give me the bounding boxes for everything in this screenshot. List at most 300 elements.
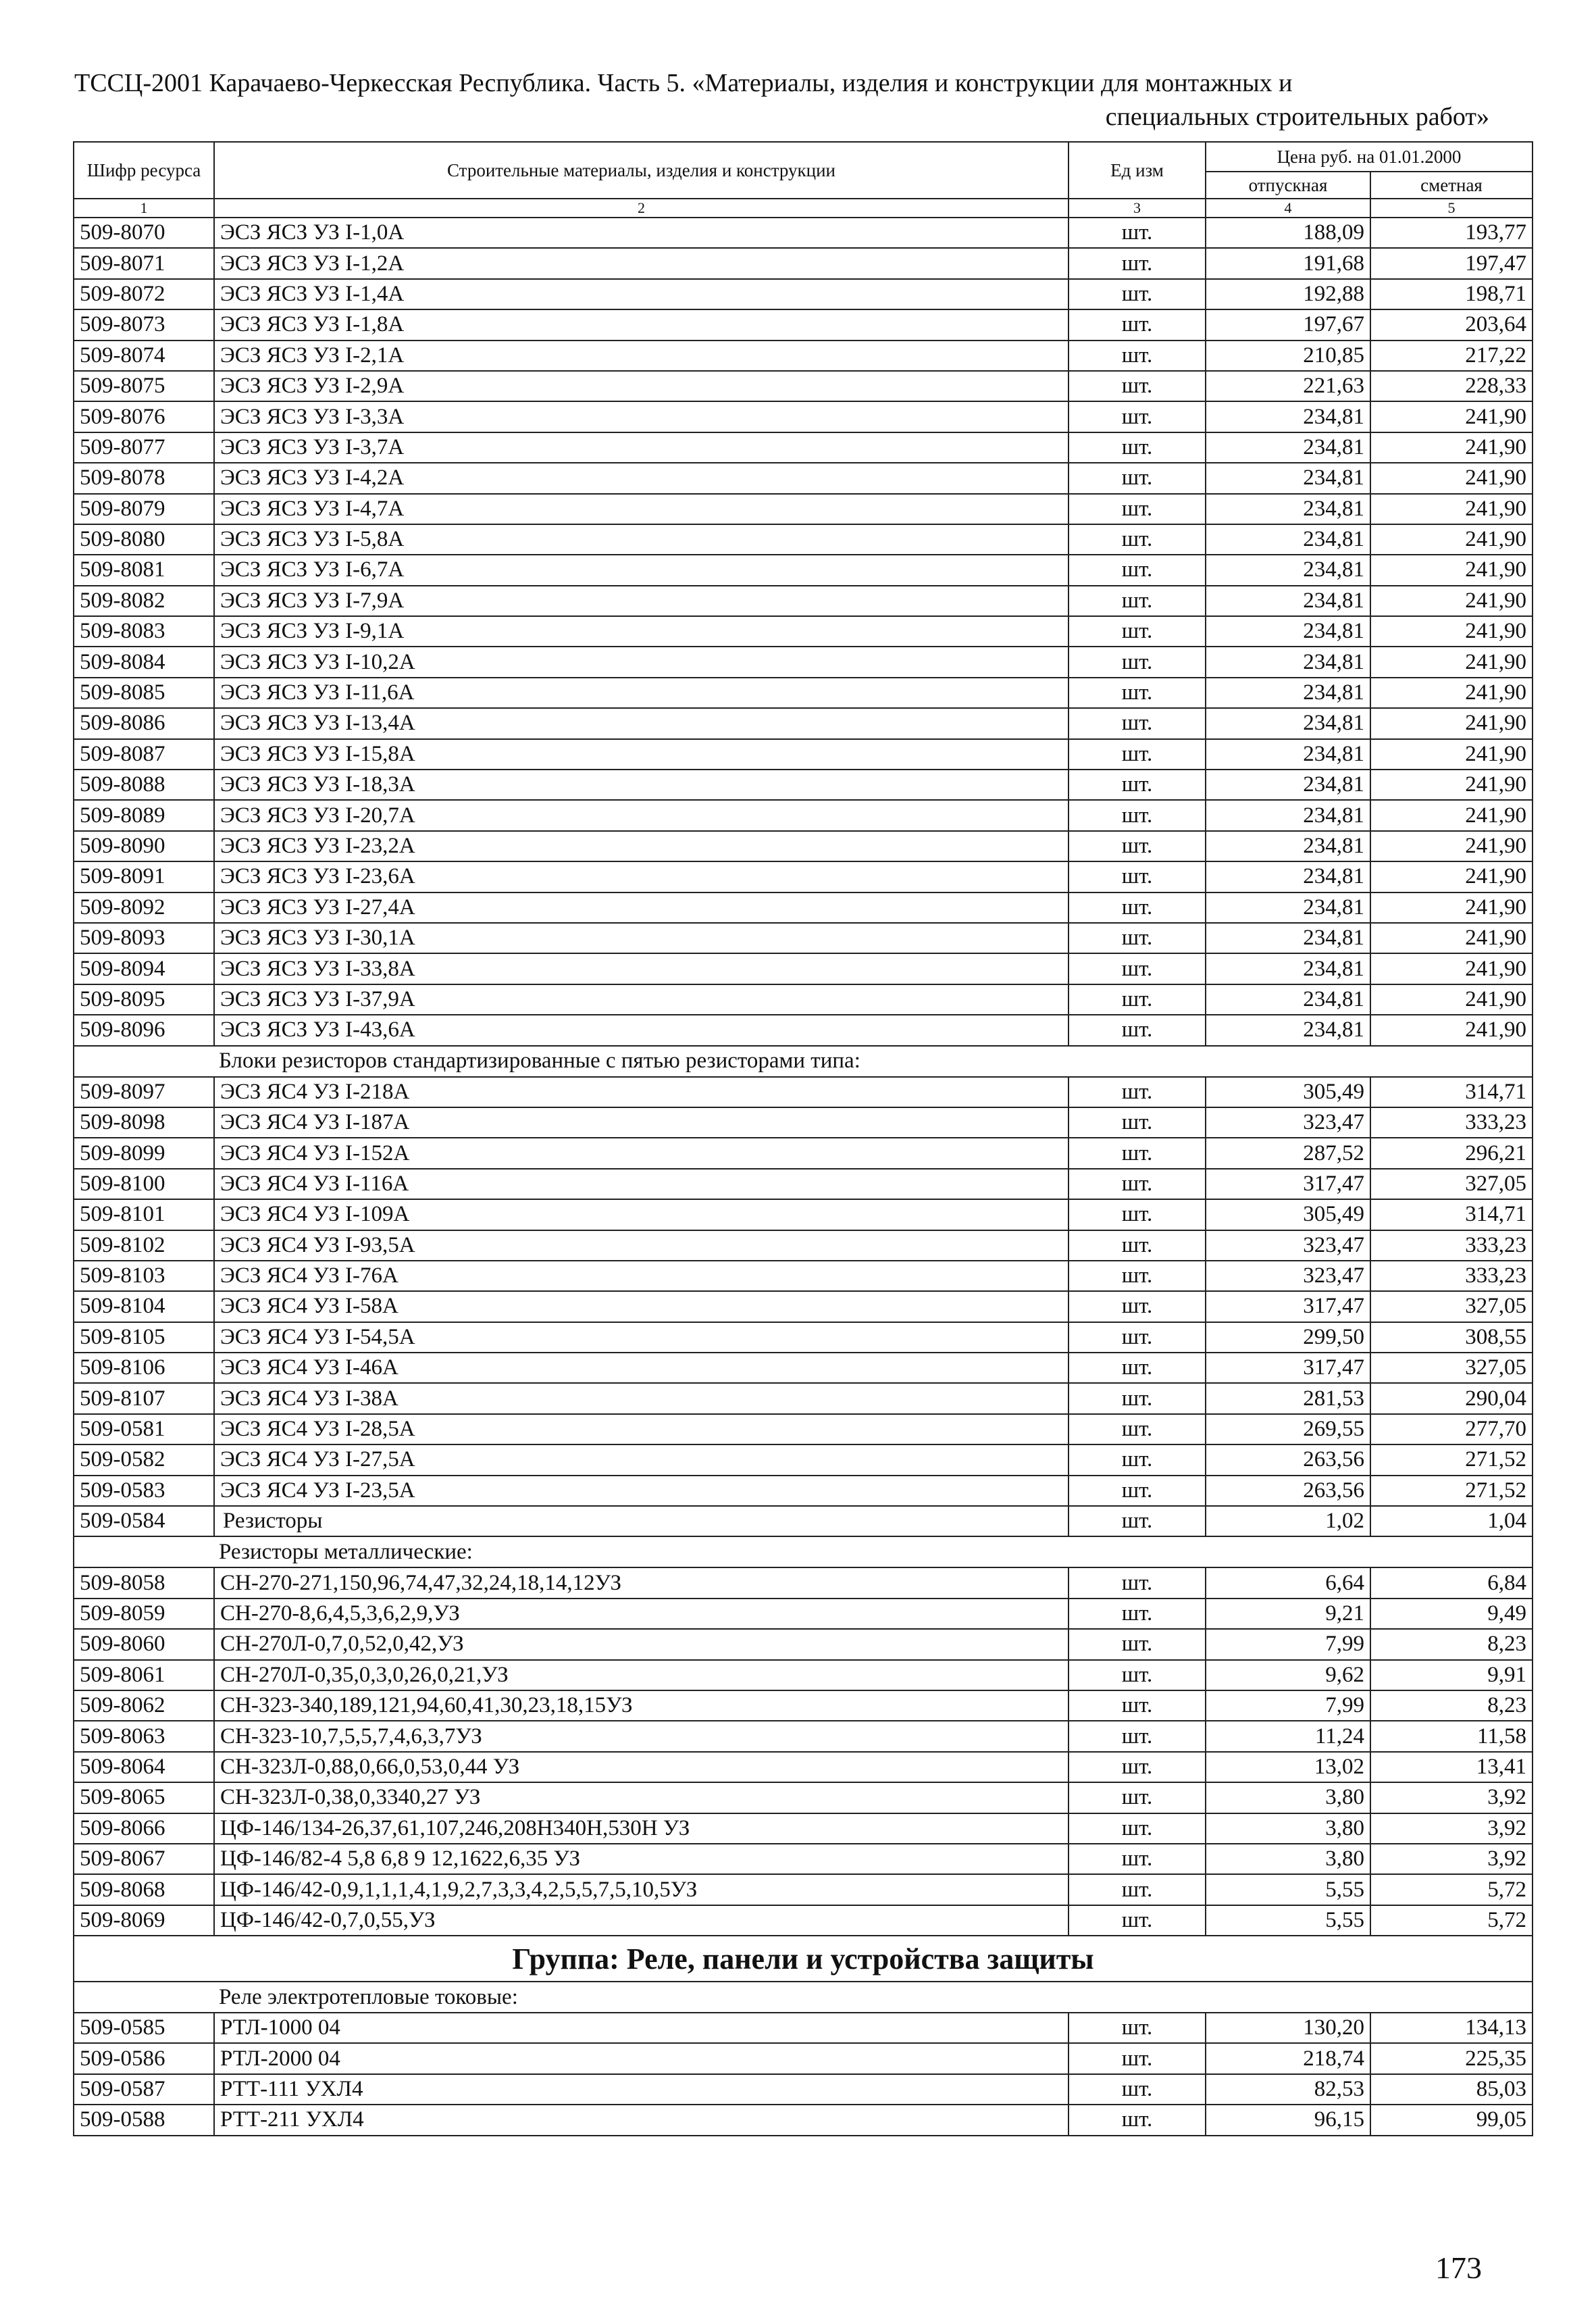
estimate-price: 203,64 [1370, 309, 1533, 340]
estimate-price: 241,90 [1370, 831, 1533, 861]
resource-code: 509-0587 [74, 2074, 214, 2105]
unit-of-measure: шт. [1069, 248, 1206, 278]
release-price: 305,49 [1206, 1077, 1370, 1107]
resource-code: 509-8104 [74, 1291, 214, 1322]
material-name: ЭСЗ ЯСЗ УЗ I-18,3А [214, 770, 1069, 800]
table-row [74, 953, 1533, 984]
resource-code: 509-8082 [74, 586, 214, 616]
unit-of-measure: шт. [1069, 1813, 1206, 1844]
table-row [74, 2105, 1533, 2135]
material-name: СН-270Л-0,35,0,3,0,26,0,21,УЗ [214, 1660, 1069, 1690]
estimate-price: 314,71 [1370, 1077, 1533, 1107]
release-price: 13,02 [1206, 1752, 1370, 1782]
header-code: Шифр ресурса [74, 142, 214, 199]
material-name: ЭСЗ ЯСЗ УЗ I-6,7А [214, 555, 1069, 585]
resource-code: 509-8100 [74, 1169, 214, 1199]
table-row [74, 371, 1533, 401]
material-name: ЭСЗ ЯСЗ УЗ I-7,9А [214, 586, 1069, 616]
table-row [74, 1199, 1533, 1230]
estimate-price: 277,70 [1370, 1414, 1533, 1444]
column-number: 3 [1069, 199, 1206, 218]
unit-of-measure: шт. [1069, 800, 1206, 830]
unit-of-measure: шт. [1069, 2105, 1206, 2135]
resource-code: 509-0588 [74, 2105, 214, 2135]
release-price: 3,80 [1206, 1782, 1370, 1813]
table-row [74, 770, 1533, 800]
table-row [74, 2013, 1533, 2043]
estimate-price: 3,92 [1370, 1782, 1533, 1813]
material-name: ЭСЗ ЯСЗ УЗ I-33,8А [214, 953, 1069, 984]
estimate-price: 241,90 [1370, 463, 1533, 493]
release-price: 192,88 [1206, 279, 1370, 309]
group-heading-row [74, 1936, 1533, 1982]
resource-code: 509-8085 [74, 678, 214, 708]
estimate-price: 3,92 [1370, 1844, 1533, 1874]
release-price: 82,53 [1206, 2074, 1370, 2105]
resource-code: 509-0583 [74, 1476, 214, 1506]
estimate-price: 241,90 [1370, 586, 1533, 616]
unit-of-measure: шт. [1069, 1782, 1206, 1813]
estimate-price: 99,05 [1370, 2105, 1533, 2135]
unit-of-measure: шт. [1069, 770, 1206, 800]
table-row [74, 1690, 1533, 1721]
material-name: ЦФ-146/134-26,37,61,107,246,208Н340Н,530Н УЗ [214, 1813, 1069, 1844]
unit-of-measure: шт. [1069, 647, 1206, 677]
resource-code: 509-8097 [74, 1077, 214, 1107]
material-name: СН-323-340,189,121,94,60,41,30,23,18,15УЗ [214, 1690, 1069, 1721]
estimate-price: 5,72 [1370, 1874, 1533, 1905]
unit-of-measure: шт. [1069, 2043, 1206, 2073]
release-price: 234,81 [1206, 708, 1370, 738]
table-row [74, 739, 1533, 770]
resource-code: 509-8098 [74, 1107, 214, 1138]
estimate-price: 13,41 [1370, 1752, 1533, 1782]
release-price: 234,81 [1206, 770, 1370, 800]
section-subtitle: Резисторы металлические: [74, 1536, 1533, 1567]
unit-of-measure: шт. [1069, 1261, 1206, 1291]
estimate-price: 9,91 [1370, 1660, 1533, 1690]
material-name: ЭСЗ ЯС4 УЗ I-152А [214, 1138, 1069, 1168]
material-name: ЭСЗ ЯСЗ УЗ I-37,9А [214, 984, 1069, 1015]
unit-of-measure: шт. [1069, 1690, 1206, 1721]
table-row [74, 341, 1533, 371]
table-row [74, 1353, 1533, 1383]
estimate-price: 241,90 [1370, 708, 1533, 738]
header-unit: Ед изм [1069, 142, 1206, 199]
table-row [74, 1383, 1533, 1413]
table-row [74, 2074, 1533, 2105]
material-name: ЭСЗ ЯСЗ УЗ I-23,2А [214, 831, 1069, 861]
estimate-price: 217,22 [1370, 341, 1533, 371]
estimate-price: 241,90 [1370, 923, 1533, 953]
unit-of-measure: шт. [1069, 1199, 1206, 1230]
resource-code: 509-8068 [74, 1874, 214, 1905]
section-subtitle-row [74, 1046, 1533, 1077]
unit-of-measure: шт. [1069, 1752, 1206, 1782]
resource-code: 509-8095 [74, 984, 214, 1015]
section-subtitle: Реле электротепловые токовые: [74, 1982, 1533, 2013]
release-price: 96,15 [1206, 2105, 1370, 2135]
material-name: СН-270-271,150,96,74,47,32,24,18,14,12УЗ [214, 1567, 1069, 1598]
material-name: ЭСЗ ЯС4 УЗ I-27,5А [214, 1444, 1069, 1475]
unit-of-measure: шт. [1069, 1383, 1206, 1413]
resource-code: 509-8107 [74, 1383, 214, 1413]
estimate-price: 241,90 [1370, 616, 1533, 647]
unit-of-measure: шт. [1069, 1107, 1206, 1138]
estimate-price: 134,13 [1370, 2013, 1533, 2043]
table-row [74, 1567, 1533, 1598]
unit-of-measure: шт. [1069, 1414, 1206, 1444]
resource-code: 509-8080 [74, 524, 214, 555]
estimate-price: 228,33 [1370, 371, 1533, 401]
resource-code: 509-8103 [74, 1261, 214, 1291]
table-row [74, 432, 1533, 463]
release-price: 3,80 [1206, 1813, 1370, 1844]
table-row [74, 800, 1533, 830]
table-row [74, 1077, 1533, 1107]
material-name: ЭСЗ ЯСЗ УЗ I-4,7А [214, 494, 1069, 524]
header-estimate-price: сметная [1370, 172, 1533, 199]
resource-code: 509-8077 [74, 432, 214, 463]
resource-code: 509-8086 [74, 708, 214, 738]
material-name: ЭСЗ ЯСЗ УЗ I-9,1А [214, 616, 1069, 647]
resource-code: 509-8102 [74, 1230, 214, 1261]
table-row [74, 1721, 1533, 1751]
material-name: ЭСЗ ЯСЗ УЗ I-13,4А [214, 708, 1069, 738]
material-name: РТЛ-1000 04 [214, 2013, 1069, 2043]
table-row [74, 279, 1533, 309]
release-price: 1,02 [1206, 1506, 1370, 1536]
unit-of-measure: шт. [1069, 432, 1206, 463]
release-price: 287,52 [1206, 1138, 1370, 1168]
estimate-price: 85,03 [1370, 2074, 1533, 2105]
table-row [74, 616, 1533, 647]
unit-of-measure: шт. [1069, 678, 1206, 708]
release-price: 5,55 [1206, 1905, 1370, 1936]
release-price: 234,81 [1206, 953, 1370, 984]
unit-of-measure: шт. [1069, 1567, 1206, 1598]
resource-code: 509-8066 [74, 1813, 214, 1844]
estimate-price: 241,90 [1370, 892, 1533, 923]
table-row [74, 1261, 1533, 1291]
table-row [74, 1905, 1533, 1936]
resource-code: 509-8062 [74, 1690, 214, 1721]
material-name: ЦФ-146/82-4 5,8 6,8 9 12,1622,6,35 УЗ [214, 1844, 1069, 1874]
material-name: ЭСЗ ЯСЗ УЗ I-23,6А [214, 861, 1069, 892]
section-subtitle-row [74, 1536, 1533, 1567]
unit-of-measure: шт. [1069, 2074, 1206, 2105]
page-header [74, 66, 1489, 134]
table-row [74, 1322, 1533, 1353]
resource-code: 509-8059 [74, 1599, 214, 1629]
unit-of-measure: шт. [1069, 1599, 1206, 1629]
release-price: 234,81 [1206, 524, 1370, 555]
table-row [74, 923, 1533, 953]
material-name: ЭСЗ ЯСЗ УЗ I-4,2А [214, 463, 1069, 493]
release-price: 234,81 [1206, 555, 1370, 585]
material-name: ЭСЗ ЯСЗ УЗ I-2,1А [214, 341, 1069, 371]
resource-code: 509-8078 [74, 463, 214, 493]
release-price: 3,80 [1206, 1844, 1370, 1874]
material-name: ЭСЗ ЯС4 УЗ I-46А [214, 1353, 1069, 1383]
release-price: 234,81 [1206, 1015, 1370, 1045]
table-row [74, 1874, 1533, 1905]
release-price: 317,47 [1206, 1169, 1370, 1199]
table-row [74, 524, 1533, 555]
price-table [73, 141, 1533, 2136]
release-price: 305,49 [1206, 1199, 1370, 1230]
release-price: 188,09 [1206, 218, 1370, 248]
estimate-price: 1,04 [1370, 1506, 1533, 1536]
material-name: ЭСЗ ЯСЗ УЗ I-27,4А [214, 892, 1069, 923]
estimate-price: 225,35 [1370, 2043, 1533, 2073]
material-name: ЭСЗ ЯСЗ УЗ I-1,2А [214, 248, 1069, 278]
release-price: 234,81 [1206, 647, 1370, 677]
unit-of-measure: шт. [1069, 1874, 1206, 1905]
material-name: ЭСЗ ЯС4 УЗ I-76А [214, 1261, 1069, 1291]
estimate-price: 11,58 [1370, 1721, 1533, 1751]
material-name: ЭСЗ ЯС4 УЗ I-218А [214, 1077, 1069, 1107]
release-price: 210,85 [1206, 341, 1370, 371]
release-price: 234,81 [1206, 800, 1370, 830]
header-release-price: отпускная [1206, 172, 1370, 199]
material-name: ЭСЗ ЯСЗ УЗ I-20,7А [214, 800, 1069, 830]
resource-code: 509-8083 [74, 616, 214, 647]
table-row [74, 1291, 1533, 1322]
unit-of-measure: шт. [1069, 2013, 1206, 2043]
material-name: ЭСЗ ЯСЗ УЗ I-2,9А [214, 371, 1069, 401]
resource-code: 509-8081 [74, 555, 214, 585]
release-price: 191,68 [1206, 248, 1370, 278]
release-price: 7,99 [1206, 1629, 1370, 1659]
estimate-price: 8,23 [1370, 1629, 1533, 1659]
material-name: ЭСЗ ЯСЗ УЗ I-11,6А [214, 678, 1069, 708]
material-name: Резисторы [214, 1506, 1069, 1536]
resource-code: 509-0585 [74, 2013, 214, 2043]
resource-code: 509-8073 [74, 309, 214, 340]
table-row [74, 1444, 1533, 1475]
material-name: ЭСЗ ЯС4 УЗ I-23,5А [214, 1476, 1069, 1506]
release-price: 323,47 [1206, 1230, 1370, 1261]
estimate-price: 198,71 [1370, 279, 1533, 309]
resource-code: 509-0586 [74, 2043, 214, 2073]
material-name: ЭСЗ ЯСЗ УЗ I-1,4А [214, 279, 1069, 309]
material-name: РТЛ-2000 04 [214, 2043, 1069, 2073]
release-price: 5,55 [1206, 1874, 1370, 1905]
estimate-price: 296,21 [1370, 1138, 1533, 1168]
unit-of-measure: шт. [1069, 861, 1206, 892]
material-name: ЦФ-146/42-0,7,0,55,УЗ [214, 1905, 1069, 1936]
unit-of-measure: шт. [1069, 1015, 1206, 1045]
release-price: 317,47 [1206, 1353, 1370, 1383]
estimate-price: 197,47 [1370, 248, 1533, 278]
estimate-price: 241,90 [1370, 432, 1533, 463]
release-price: 9,21 [1206, 1599, 1370, 1629]
material-name: СН-270Л-0,7,0,52,0,42,УЗ [214, 1629, 1069, 1659]
material-name: ЭСЗ ЯС4 УЗ I-187А [214, 1107, 1069, 1138]
material-name: ЭСЗ ЯС4 УЗ I-109А [214, 1199, 1069, 1230]
estimate-price: 3,92 [1370, 1813, 1533, 1844]
table-row [74, 1752, 1533, 1782]
material-name: ЭСЗ ЯСЗ УЗ I-1,8А [214, 309, 1069, 340]
material-name: ЭСЗ ЯС4 УЗ I-116А [214, 1169, 1069, 1199]
section-subtitle: Блоки резисторов стандартизированные с пятью резисторами типа: [74, 1046, 1533, 1077]
resource-code: 509-8089 [74, 800, 214, 830]
material-name: ЭСЗ ЯС4 УЗ I-93,5А [214, 1230, 1069, 1261]
resource-code: 509-8096 [74, 1015, 214, 1045]
unit-of-measure: шт. [1069, 1169, 1206, 1199]
unit-of-measure: шт. [1069, 401, 1206, 432]
table-row [74, 678, 1533, 708]
table-row [74, 586, 1533, 616]
resource-code: 509-8087 [74, 739, 214, 770]
page-number: 173 [1435, 2250, 1482, 2285]
unit-of-measure: шт. [1069, 892, 1206, 923]
table-row [74, 309, 1533, 340]
release-price: 317,47 [1206, 1291, 1370, 1322]
table-row [74, 463, 1533, 493]
unit-of-measure: шт. [1069, 953, 1206, 984]
resource-code: 509-8079 [74, 494, 214, 524]
resource-code: 509-8064 [74, 1752, 214, 1782]
release-price: 234,81 [1206, 586, 1370, 616]
table-row [74, 984, 1533, 1015]
material-name: ЭСЗ ЯСЗ УЗ I-43,6А [214, 1015, 1069, 1045]
estimate-price: 333,23 [1370, 1107, 1533, 1138]
estimate-price: 241,90 [1370, 647, 1533, 677]
table-row [74, 1506, 1533, 1536]
table-row [74, 1813, 1533, 1844]
unit-of-measure: шт. [1069, 1844, 1206, 1874]
resource-code: 509-8091 [74, 861, 214, 892]
unit-of-measure: шт. [1069, 494, 1206, 524]
table-row [74, 2043, 1533, 2073]
resource-code: 509-8065 [74, 1782, 214, 1813]
resource-code: 509-8076 [74, 401, 214, 432]
unit-of-measure: шт. [1069, 1230, 1206, 1261]
material-name: СН-323Л-0,88,0,66,0,53,0,44 УЗ [214, 1752, 1069, 1782]
release-price: 7,99 [1206, 1690, 1370, 1721]
resource-code: 509-8106 [74, 1353, 214, 1383]
material-name: ЭСЗ ЯС4 УЗ I-38А [214, 1383, 1069, 1413]
table-row [74, 1660, 1533, 1690]
release-price: 197,67 [1206, 309, 1370, 340]
column-number: 2 [214, 199, 1069, 218]
release-price: 263,56 [1206, 1444, 1370, 1475]
column-number: 4 [1206, 199, 1370, 218]
resource-code: 509-0582 [74, 1444, 214, 1475]
table-row [74, 1138, 1533, 1168]
release-price: 234,81 [1206, 861, 1370, 892]
resource-code: 509-8063 [74, 1721, 214, 1751]
table-row [74, 892, 1533, 923]
resource-code: 509-8074 [74, 341, 214, 371]
resource-code: 509-8067 [74, 1844, 214, 1874]
release-price: 234,81 [1206, 984, 1370, 1015]
estimate-price: 241,90 [1370, 524, 1533, 555]
material-name: ЭСЗ ЯСЗ УЗ I-3,7А [214, 432, 1069, 463]
resource-code: 509-8094 [74, 953, 214, 984]
resource-code: 509-8093 [74, 923, 214, 953]
estimate-price: 241,90 [1370, 494, 1533, 524]
estimate-price: 327,05 [1370, 1169, 1533, 1199]
estimate-price: 241,90 [1370, 1015, 1533, 1045]
release-price: 281,53 [1206, 1383, 1370, 1413]
resource-code: 509-8071 [74, 248, 214, 278]
resource-code: 509-8105 [74, 1322, 214, 1353]
unit-of-measure: шт. [1069, 586, 1206, 616]
estimate-price: 290,04 [1370, 1383, 1533, 1413]
unit-of-measure: шт. [1069, 309, 1206, 340]
table-row [74, 1782, 1533, 1813]
section-subtitle-row [74, 1982, 1533, 2013]
material-name: СН-323-10,7,5,5,7,4,6,3,7УЗ [214, 1721, 1069, 1751]
table-row [74, 1230, 1533, 1261]
table-row [74, 401, 1533, 432]
release-price: 323,47 [1206, 1107, 1370, 1138]
release-price: 234,81 [1206, 432, 1370, 463]
resource-code: 509-0581 [74, 1414, 214, 1444]
table-row [74, 647, 1533, 677]
table-row [74, 555, 1533, 585]
material-name: ЭСЗ ЯС4 УЗ I-54,5А [214, 1322, 1069, 1353]
table-body [74, 218, 1533, 2136]
unit-of-measure: шт. [1069, 1077, 1206, 1107]
unit-of-measure: шт. [1069, 923, 1206, 953]
estimate-price: 241,90 [1370, 861, 1533, 892]
unit-of-measure: шт. [1069, 1660, 1206, 1690]
resource-code: 509-0584 [74, 1506, 214, 1536]
estimate-price: 333,23 [1370, 1261, 1533, 1291]
release-price: 221,63 [1206, 371, 1370, 401]
unit-of-measure: шт. [1069, 1353, 1206, 1383]
group-heading: Группа: Реле, панели и устройства защиты [74, 1936, 1533, 1982]
unit-of-measure: шт. [1069, 1476, 1206, 1506]
material-name: ЭСЗ ЯСЗ УЗ I-5,8А [214, 524, 1069, 555]
material-name: СН-270-8,6,4,5,3,6,2,9,УЗ [214, 1599, 1069, 1629]
material-name: ЭСЗ ЯСЗ УЗ I-3,3А [214, 401, 1069, 432]
resource-code: 509-8099 [74, 1138, 214, 1168]
resource-code: 509-8075 [74, 371, 214, 401]
release-price: 263,56 [1206, 1476, 1370, 1506]
unit-of-measure: шт. [1069, 831, 1206, 861]
table-row [74, 1476, 1533, 1506]
material-name: РТТ-211 УХЛ4 [214, 2105, 1069, 2135]
estimate-price: 241,90 [1370, 678, 1533, 708]
table-row [74, 861, 1533, 892]
resource-code: 509-8060 [74, 1629, 214, 1659]
release-price: 130,20 [1206, 2013, 1370, 2043]
unit-of-measure: шт. [1069, 1138, 1206, 1168]
estimate-price: 241,90 [1370, 984, 1533, 1015]
column-number: 1 [74, 199, 214, 218]
unit-of-measure: шт. [1069, 371, 1206, 401]
material-name: РТТ-111 УХЛ4 [214, 2074, 1069, 2105]
estimate-price: 9,49 [1370, 1599, 1533, 1629]
estimate-price: 6,84 [1370, 1567, 1533, 1598]
material-name: ЦФ-146/42-0,9,1,1,1,4,1,9,2,7,3,3,4,2,5,5,7,5,10,5УЗ [214, 1874, 1069, 1905]
unit-of-measure: шт. [1069, 463, 1206, 493]
estimate-price: 241,90 [1370, 770, 1533, 800]
estimate-price: 241,90 [1370, 800, 1533, 830]
resource-code: 509-8069 [74, 1905, 214, 1936]
estimate-price: 271,52 [1370, 1476, 1533, 1506]
release-price: 234,81 [1206, 494, 1370, 524]
table-row [74, 1015, 1533, 1045]
unit-of-measure: шт. [1069, 1721, 1206, 1751]
header-name: Строительные материалы, изделия и конструкции [214, 142, 1069, 199]
table-row [74, 1599, 1533, 1629]
